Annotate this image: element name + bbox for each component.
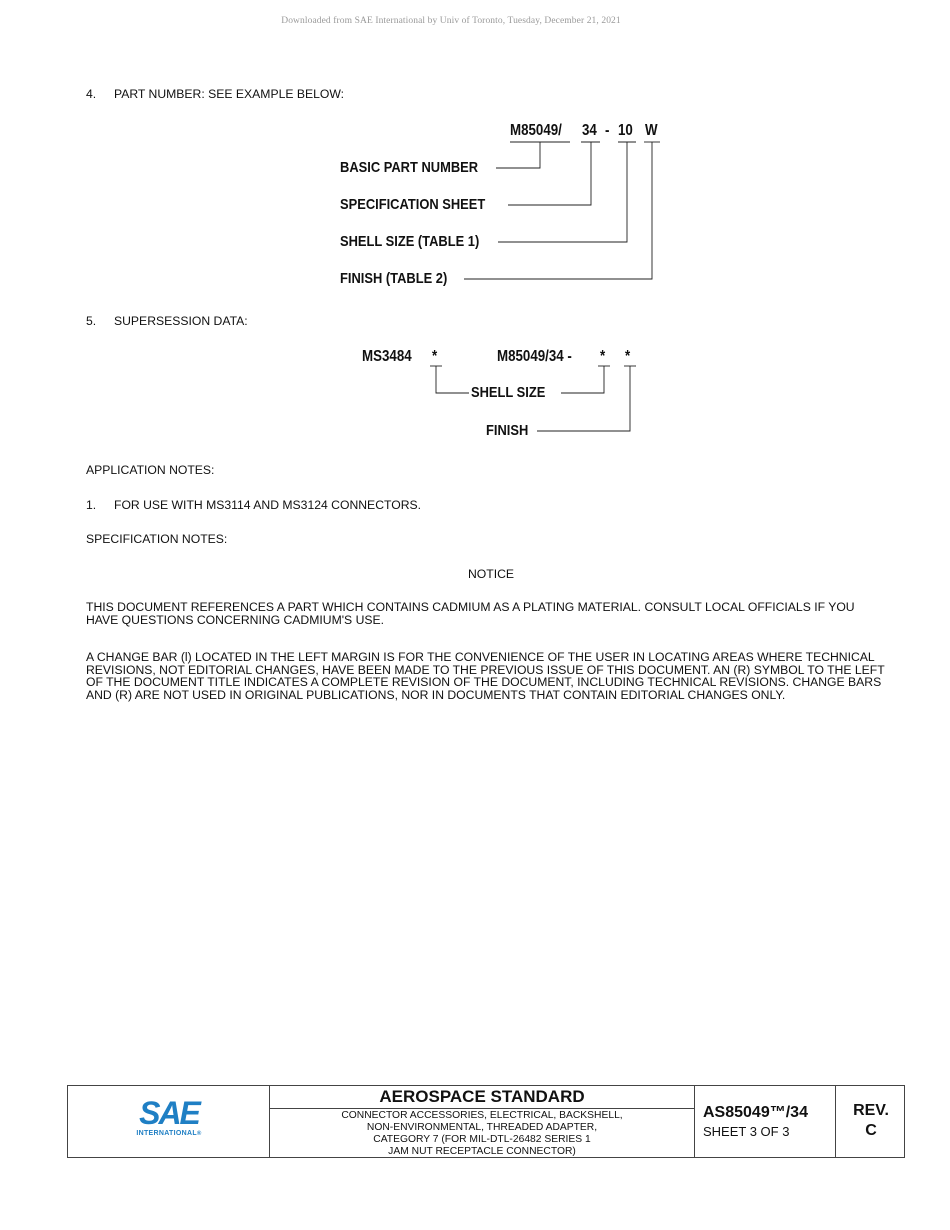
code-finish: W <box>645 122 658 139</box>
old-part-number: MS3484 <box>362 348 412 365</box>
application-notes-heading: APPLICATION NOTES: <box>86 463 215 477</box>
new-part-number: M85049/34 - <box>497 348 572 365</box>
label-supersession-finish: FINISH <box>486 422 529 439</box>
new-part-star-size: * <box>600 348 606 365</box>
new-part-star-finish: * <box>625 348 631 365</box>
label-finish: FINISH (TABLE 2) <box>340 270 448 287</box>
revision-label-text: REV. <box>853 1102 889 1119</box>
download-watermark: Downloaded from SAE International by Univ of Toronto, Tuesday, December 21, 2021 <box>281 16 621 26</box>
label-basic-part-number: BASIC PART NUMBER <box>340 159 479 176</box>
section-5-text: SUPERSESSION DATA: <box>114 314 248 328</box>
document-description <box>270 1109 694 1158</box>
title-cell <box>270 1086 695 1157</box>
old-part-star: * <box>432 348 438 365</box>
description-line-2: NON-ENVIRONMENTAL, THREADED ADAPTER, <box>366 1122 598 1133</box>
document-number: AS85049™/34 <box>703 1104 808 1121</box>
code-basic-part: M85049/ <box>510 122 562 139</box>
sae-logo-subtext: INTERNATIONAL® <box>136 1130 202 1137</box>
notice-cadmium-paragraph: THIS DOCUMENT REFERENCES A PART WHICH CONTAINS CADMIUM AS A PLATING MATERIAL. CONSULT LOCAL OFFICIALS IF YOU HAVE QUESTIONS CONCERNING CADMIUM'S USE. <box>86 600 855 627</box>
description-line-1: CONNECTOR ACCESSORIES, ELECTRICAL, BACKSHELL, <box>341 1110 623 1121</box>
revision-value: C <box>865 1122 877 1139</box>
code-dash: - <box>605 122 610 139</box>
sae-logo <box>136 1095 202 1137</box>
section-5-number: 5. <box>86 314 97 328</box>
document-number-cell <box>695 1086 836 1157</box>
label-specification-sheet: SPECIFICATION SHEET <box>340 196 486 213</box>
code-shell-size: 10 <box>618 122 633 139</box>
label-supersession-shell-size: SHELL SIZE <box>471 384 546 401</box>
specification-notes-heading: SPECIFICATION NOTES: <box>86 532 228 546</box>
sae-logo-cell <box>68 1086 270 1157</box>
notice-heading: NOTICE <box>467 567 515 581</box>
title-block <box>67 1085 905 1158</box>
section-4-text: PART NUMBER: SEE EXAMPLE BELOW: <box>114 87 345 101</box>
sheet-number: SHEET 3 OF 3 <box>703 1124 790 1139</box>
description-line-4: JAM NUT RECEPTACLE CONNECTOR) <box>388 1146 576 1157</box>
notice-change-bar-paragraph: A CHANGE BAR (l) LOCATED IN THE LEFT MARGIN IS FOR THE CONVENIENCE OF THE USER IN LOCATING AREAS WHERE TECHNICAL REVISIONS, NOT EDITORIAL CHANGES, HAVE BEEN MADE TO THE PREVIOUS ISSUE OF THIS DOCUMENT. AN (R) SYMBOL TO THE LEFT OF THE DOCUMENT TITLE INDICATES A COMPLETE REVISION OF THE DOCUMENT, INCLUDING TECHNICAL REVISIONS. CHANGE BARS AND (R) ARE NOT USED IN ORIGINAL PUBLICATIONS, NOR IN DOCUMENTS THAT CONTAIN EDITORIAL CHANGES ONLY. <box>86 650 885 702</box>
application-note-number: 1. <box>86 498 97 512</box>
aerospace-standard-heading: AEROSPACE STANDARD <box>270 1086 694 1109</box>
revision-cell <box>836 1086 906 1157</box>
label-shell-size: SHELL SIZE (TABLE 1) <box>340 233 480 250</box>
sae-logo-text: SAE <box>139 1095 199 1131</box>
application-note-item <box>86 498 421 512</box>
code-spec-sheet: 34 <box>582 122 597 139</box>
application-note-text: FOR USE WITH MS3114 AND MS3124 CONNECTORS. <box>114 498 422 512</box>
description-line-3: CATEGORY 7 (FOR MIL-DTL-26482 SERIES 1 <box>373 1134 591 1145</box>
revision-label <box>836 1101 906 1141</box>
section-4-number: 4. <box>86 87 97 101</box>
